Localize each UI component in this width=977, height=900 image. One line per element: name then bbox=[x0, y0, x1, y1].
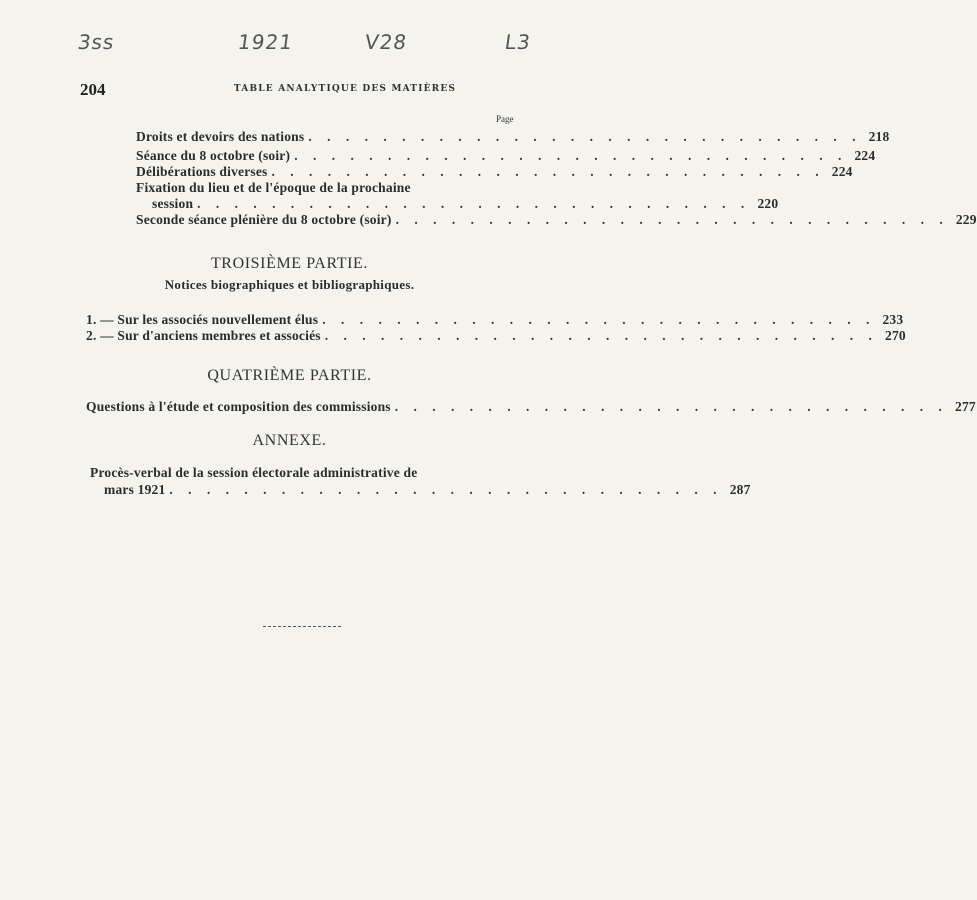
toc-entry bbox=[136, 148, 876, 164]
handwritten-mark: 3ss bbox=[76, 30, 117, 54]
toc-entry-label: Droits et devoirs des nations bbox=[136, 129, 305, 144]
end-rule bbox=[263, 626, 341, 627]
section-title: TROISIÈME PARTIE. bbox=[210, 255, 369, 272]
dot-leader: . . . . . . . . . . . . . . . . . . . . . . . . . . . . . . bbox=[395, 212, 949, 227]
toc-entry bbox=[136, 129, 890, 145]
toc-entry bbox=[104, 482, 751, 498]
toc-entry-label: Fixation du lieu et de l'époque de la prochaine bbox=[136, 180, 411, 195]
toc-entry-label: session bbox=[152, 196, 194, 211]
toc-entry-page: 233 bbox=[882, 312, 904, 327]
toc-entry bbox=[136, 212, 977, 228]
toc-entry-page: 277 bbox=[955, 399, 976, 414]
handwritten-mark: L3 bbox=[503, 30, 533, 54]
running-title: TABLE ANALYTIQUE DES MATIÈRES bbox=[233, 84, 457, 94]
page-number: 204 bbox=[80, 80, 106, 99]
dot-leader: . . . . . . . . . . . . . . . . . . . . . . . . . . . . . . bbox=[169, 482, 723, 497]
toc-entry-page: 218 bbox=[868, 129, 890, 144]
toc-entry bbox=[86, 399, 976, 415]
toc-entry-label: Séance du 8 octobre (soir) bbox=[136, 148, 291, 163]
toc-entry-label: mars 1921 bbox=[104, 482, 166, 497]
dot-leader: . . . . . . . . . . . . . . . . . . . . . . . . . . . . . . bbox=[271, 164, 825, 179]
dot-leader: . . . . . . . . . . . . . . . . . . . . . . . . . . . . . . bbox=[394, 399, 948, 414]
toc-entry-page: 220 bbox=[757, 196, 779, 211]
section-title: QUATRIÈME PARTIE. bbox=[207, 367, 372, 384]
toc-entry-label: 1. — Sur les associés nouvellement élus bbox=[86, 312, 319, 327]
toc-entry-page: 224 bbox=[854, 148, 876, 163]
dot-leader: . . . . . . . . . . . . . . . . . . . . . . . . . . . . . . bbox=[324, 328, 878, 343]
toc-entry-page: 229 bbox=[955, 212, 977, 227]
page-header bbox=[80, 80, 530, 100]
toc-entry-page: 224 bbox=[831, 164, 853, 179]
toc-entry bbox=[86, 328, 906, 344]
toc-entry-label: Délibérations diverses bbox=[136, 164, 268, 179]
toc-entry bbox=[152, 196, 779, 212]
dot-leader: . . . . . . . . . . . . . . . . . . . . . . . . . . . . . . bbox=[294, 148, 848, 163]
section-title: ANNEXE. bbox=[252, 432, 327, 449]
dot-leader: . . . . . . . . . . . . . . . . . . . . . . . . . . . . . . bbox=[197, 196, 751, 211]
toc-entry-label: 2. — Sur d'anciens membres et associés bbox=[86, 328, 321, 343]
handwritten-mark: V28 bbox=[363, 30, 409, 54]
toc-entry-label: Questions à l'étude et composition des commissions bbox=[86, 399, 391, 414]
toc-entry bbox=[86, 312, 904, 328]
page-column-label: Page bbox=[496, 114, 514, 124]
section-subtitle: Notices biographiques et bibliographiques. bbox=[164, 277, 415, 292]
toc-entry-label: Procès-verbal de la session électorale administrative de bbox=[90, 465, 418, 480]
toc-entry bbox=[136, 164, 853, 180]
dot-leader: . . . . . . . . . . . . . . . . . . . . . . . . . . . . . . bbox=[322, 312, 876, 327]
toc-entry-label: Seconde séance plénière du 8 octobre (soir) bbox=[136, 212, 392, 227]
dot-leader: . . . . . . . . . . . . . . . . . . . . . . . . . . . . . . bbox=[308, 129, 862, 144]
toc-entry-page: 287 bbox=[729, 482, 751, 497]
handwritten-mark: 1921 bbox=[236, 30, 295, 54]
toc-entry-page: 270 bbox=[885, 328, 906, 343]
